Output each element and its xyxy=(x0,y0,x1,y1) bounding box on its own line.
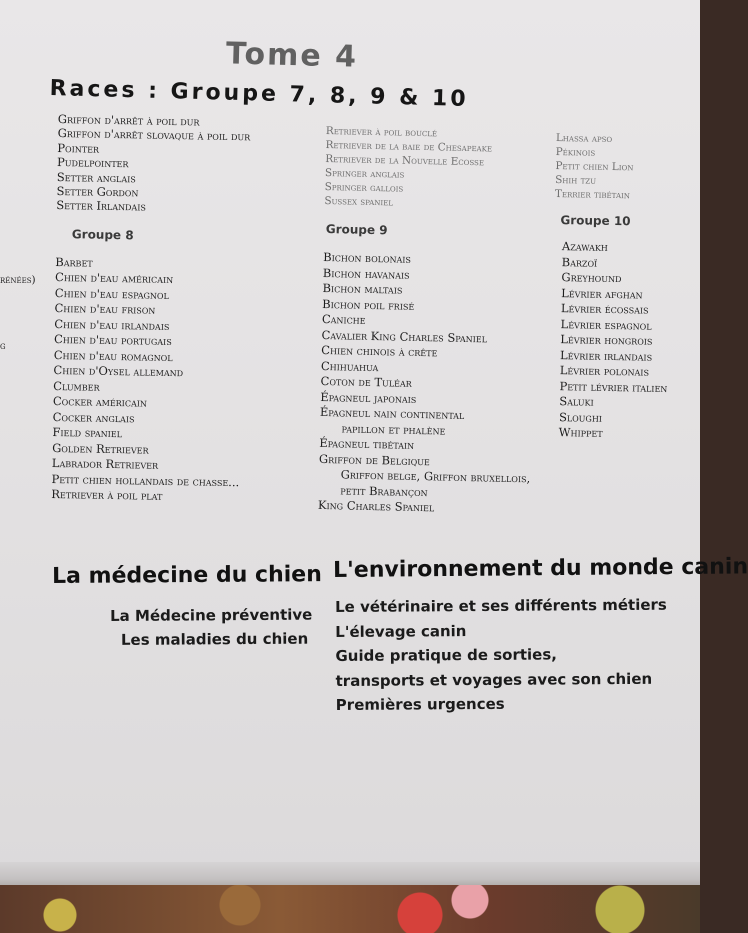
group9-list xyxy=(318,250,535,518)
list-item: Cocker américain xyxy=(52,394,148,410)
list-item: Chien d'eau frison xyxy=(54,301,156,318)
group8-list xyxy=(51,255,248,506)
list-item: Le vétérinaire et ses différents métiers xyxy=(335,595,667,616)
list-item: Lévrier afghan xyxy=(561,285,643,302)
medecine-list xyxy=(110,603,313,652)
list-item: Pudelpointer xyxy=(57,155,129,171)
column-right xyxy=(551,131,672,442)
group10-list xyxy=(559,239,670,442)
list-item: Bichon bolonais xyxy=(323,249,412,266)
list-item: Saluki xyxy=(559,394,594,409)
list-item: Griffon belge, Griffon bruxellois, xyxy=(340,467,531,486)
list-item: Labrador Retriever xyxy=(51,456,159,473)
list-item: Sloughi xyxy=(558,409,603,425)
list-item: Barzoï xyxy=(561,254,598,270)
list-item: Chien d'eau romagnol xyxy=(53,347,173,364)
list-item: Petit chien hollandais de chasse... xyxy=(51,471,240,490)
list-item: Cocker anglais xyxy=(52,409,135,426)
list-item: Retriever à poil plat xyxy=(51,487,163,504)
list-item: Premières urgences xyxy=(335,694,505,714)
list-item: Petit lévrier italien xyxy=(559,378,668,395)
list-item: petit Brabançon xyxy=(340,482,428,499)
list-item: Retriever de la baie de Chesapeake xyxy=(325,138,493,155)
column-left xyxy=(51,112,250,506)
group10-title: Groupe 10 xyxy=(560,213,631,229)
page-subtitle: Races : Groupe 7, 8, 9 & 10 xyxy=(49,76,469,112)
list-item: Bichon maltais xyxy=(322,280,403,297)
list-item: Sussex spaniel xyxy=(324,194,394,209)
list-item: Bichon havanais xyxy=(322,265,410,282)
list-item: Bichon poil frisé xyxy=(322,296,415,313)
column-middle xyxy=(318,124,538,518)
environnement-title: L'environnement du monde canin xyxy=(333,554,748,583)
list-item: Chien d'eau irlandais xyxy=(54,316,170,333)
list-item: Lévrier polonais xyxy=(559,363,650,379)
list-item: Guide pratique de sorties, xyxy=(335,645,558,665)
list-item: Retriever à poil bouclé xyxy=(325,124,438,140)
list-item: Pékinois xyxy=(555,145,596,159)
tablecloth-background xyxy=(0,885,700,933)
list-item: Chihuahua xyxy=(320,358,379,374)
group8-continued-list xyxy=(324,124,537,212)
list-item: Caniche xyxy=(321,311,366,327)
list-item: Coton de Tuléar xyxy=(320,373,412,390)
environnement-list xyxy=(335,593,668,718)
list-item: Les maladies du chien xyxy=(120,629,309,649)
list-item: Lévrier espagnol xyxy=(560,316,652,333)
page-title: Tome 4 xyxy=(225,36,359,75)
list-item: Petit chien Lion xyxy=(555,159,634,174)
list-item: Cavalier King Charles Spaniel xyxy=(321,327,488,345)
list-item: Épagneul tibétain xyxy=(319,435,415,452)
list-item: Chien d'eau portugais xyxy=(53,332,172,349)
list-item: Greyhound xyxy=(561,270,622,286)
list-item: Griffon d'arrêt à poil dur xyxy=(57,112,200,129)
margin-fragment: rénées) xyxy=(0,274,36,286)
list-item: Griffon d'arrêt slovaque à poil dur xyxy=(57,126,251,144)
list-item: Field spaniel xyxy=(52,425,123,441)
group7-list xyxy=(56,112,250,216)
list-item: Griffon de Belgique xyxy=(318,451,431,468)
list-item: Setter Gordon xyxy=(56,184,139,200)
list-item: Lhassa apso xyxy=(555,131,613,145)
list-item: Barbet xyxy=(55,254,93,270)
list-item: Épagneul nain continental xyxy=(319,404,465,422)
margin-fragment: g xyxy=(0,340,6,352)
group9-title: Groupe 9 xyxy=(325,222,388,238)
list-item: Clumber xyxy=(53,378,100,394)
list-item: Lévrier écossais xyxy=(560,301,649,317)
list-item: Pointer xyxy=(57,140,100,156)
group9-continued-list xyxy=(555,131,672,203)
list-item: Chien chinois à crête xyxy=(321,342,438,360)
list-item: L'élevage canin xyxy=(335,621,467,641)
list-item: Whippet xyxy=(558,425,603,440)
list-item: Chien d'eau américain xyxy=(54,270,174,287)
medecine-title: La médecine du chien xyxy=(52,562,322,589)
list-item: Setter anglais xyxy=(56,169,136,185)
group8-title: Groupe 8 xyxy=(71,227,134,243)
list-item: Chien d'Oysel allemand xyxy=(53,363,184,380)
list-item: Golden Retriever xyxy=(52,440,149,457)
list-item: Lévrier irlandais xyxy=(559,347,653,364)
list-item: Lévrier hongrois xyxy=(560,332,653,348)
list-item: Springer anglais xyxy=(324,166,405,181)
list-item: papillon et phalène xyxy=(341,420,446,438)
list-item: La Médecine préventive xyxy=(110,605,313,625)
list-item: Chien d'eau espagnol xyxy=(54,285,169,302)
list-item: Springer gallois xyxy=(324,180,404,195)
list-item: Terrier tibétain xyxy=(554,187,631,202)
list-item: Épagneul japonais xyxy=(320,389,417,406)
list-item: Shih tzu xyxy=(555,173,597,187)
list-item: Azawakh xyxy=(561,239,608,254)
list-item: transports et voyages avec son chien xyxy=(335,669,653,690)
list-item: Setter Irlandais xyxy=(56,198,147,214)
list-item: Retriever de la Nouvelle Ecosse xyxy=(325,152,485,169)
list-item: King Charles Spaniel xyxy=(317,497,435,515)
